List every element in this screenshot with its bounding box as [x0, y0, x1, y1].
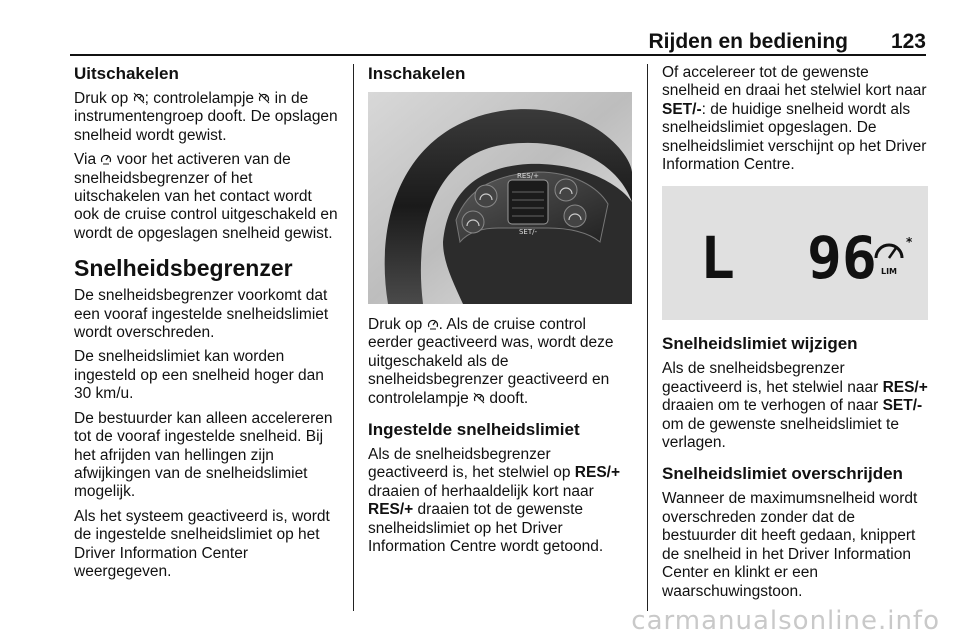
paragraph-begrenzer-4: Als het systeem geactiveerd is, wordt de ingestelde snelheidslimiet op het Driver Information Center weergegeven.	[74, 507, 330, 580]
paragraph-overschrijden: Wanneer de maximumsnelheid wordt overschreden zonder dat de bestuurder dit heeft gedaan, knippert de snelheid in het Driver Information Center en klinkt er een waarschuwingstoon.	[662, 490, 918, 600]
res-label: RES/+	[517, 172, 539, 180]
paragraph-begrenzer-3: De bestuurder kan alleen accelereren tot de vooraf ingestelde snelheid. Bij het afrijden van hellingen zijn afwijkingen van de snelheidslimiet mogelijk.	[74, 409, 333, 501]
paragraph-inschakelen: Druk op . Als de cruise control eerder geactiveerd was, wordt deze uitgeschakeld als de snelheidsbegrenzer geactiveerd en controlelampje dooft.	[368, 316, 614, 407]
column-1	[74, 64, 340, 587]
steering-wheel-controls-illustration	[368, 92, 632, 304]
limiter-button	[475, 185, 497, 207]
column-2	[368, 64, 632, 562]
set-label: SET/-	[518, 228, 538, 236]
heading-ingestelde-snelheidslimiet: Ingestelde snelheidslimiet	[368, 420, 580, 440]
heading-snelheidsbegrenzer: Snelheidsbegrenzer	[74, 255, 293, 282]
watermark: carmanualsonline.info	[631, 606, 940, 636]
cancel-button	[555, 179, 577, 201]
heading-snelheidslimiet-wijzigen: Snelheidslimiet wijzigen	[662, 334, 858, 354]
speed-limiter-icon	[100, 153, 112, 165]
column-divider-2	[647, 64, 648, 611]
cruise-button	[462, 211, 484, 233]
display-lim-label: LIM	[880, 267, 898, 277]
page-header	[70, 30, 926, 56]
display-mode-letter: L	[700, 224, 735, 293]
header-rule	[70, 54, 926, 56]
heading-snelheidslimiet-overschrijden: Snelheidslimiet overschrijden	[662, 464, 903, 484]
paragraph-accelereer: Of accelereer tot de gewenste snelheid en draai het stelwiel kort naar SET/-: de huidige snelheid wordt als snelheidslimiet opgeslagen. De snelheidslimiet verschijnt op het Driver Information Centre.	[662, 64, 927, 174]
paragraph-ingestelde: Als de snelheidsbegrenzer geactiveerd is, het stelwiel op RES/+ draaien of herhaaldelijk kort naar RES/+ draaien tot de gewenste snelheidslimiet op het Driver Information Centre wordt getoond.	[368, 446, 621, 556]
paragraph-begrenzer-2: De snelheidslimiet kan worden ingesteld op een snelheid hoger dan 30 km/u.	[74, 348, 324, 403]
paragraph-begrenzer-1: De snelheidsbegrenzer voorkomt dat een vooraf ingestelde snelheidslimiet wordt overschreden.	[74, 287, 329, 342]
thumbwheel	[508, 180, 548, 224]
column-3	[662, 64, 928, 607]
svg-text:*: *	[906, 235, 913, 250]
section-title: Rijden en bediening	[648, 30, 848, 53]
paragraph-uitschakelen-2: Via voor het activeren van de snelheidsbegrenzer of het uitschakelen van het contact wordt ook de cruise control uitgeschakeld en wordt de opgeslagen snelheid gewist.	[74, 151, 338, 242]
heading-uitschakelen: Uitschakelen	[74, 64, 179, 83]
page-number: 123	[890, 30, 926, 53]
distance-button	[564, 205, 586, 227]
column-divider-1	[353, 64, 354, 611]
heading-inschakelen: Inschakelen	[368, 64, 466, 83]
display-speed: 96	[807, 224, 877, 293]
speed-limiter-off-icon	[258, 92, 270, 104]
speed-limiter-off-icon	[133, 92, 145, 104]
paragraph-uitschakelen-1: Druk op ; controlelampje in de instrumentengroep dooft. De opslagen snelheid wordt gewist.	[74, 90, 338, 144]
speed-limiter-off-icon	[473, 392, 485, 404]
paragraph-wijzigen: Als de snelheidsbegrenzer geactiveerd is, het stelwiel naar RES/+ draaien om te verhogen of naar SET/- om de gewenste snelheidslimiet te verlagen.	[662, 360, 928, 452]
speed-limiter-icon	[427, 318, 439, 330]
driver-info-display-illustration	[662, 186, 928, 320]
